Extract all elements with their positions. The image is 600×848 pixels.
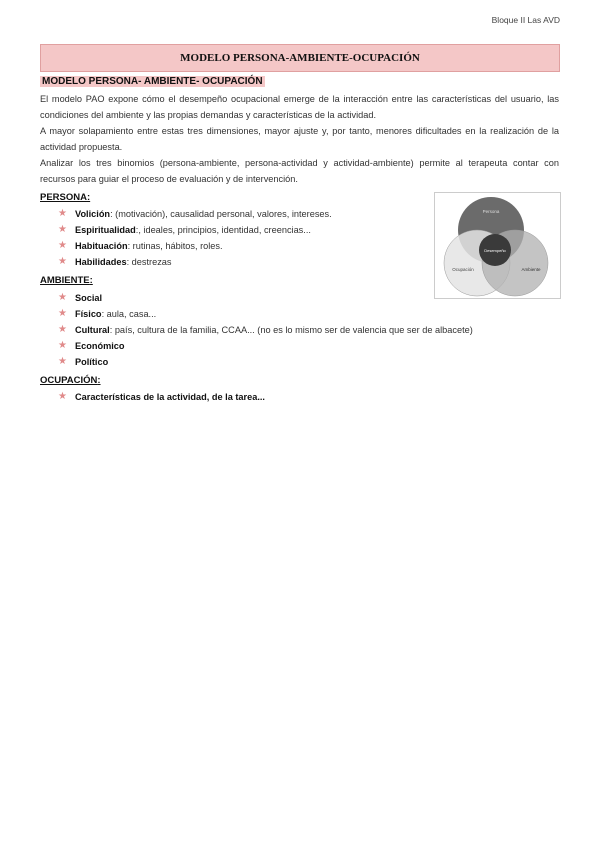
list-item: ★ Económico — [58, 338, 473, 354]
star-icon: ★ — [58, 208, 67, 219]
ocupacion-list — [58, 389, 265, 405]
list-item: ★ Cultural : país, cultura de la familia, CCAA... (no es lo mismo ser de valencia que ser de albacete) — [58, 322, 473, 338]
paragraph-2: A mayor solapamiento entre estas tres dimensiones, mayor ajuste y, por tanto, menores dificultades en la realización de la actividad propuesta. — [40, 126, 559, 152]
venn-label-ocupacion: Ocupación — [452, 267, 474, 272]
list-item: ★ Volición : (motivación), causalidad personal, valores, intereses. — [58, 206, 332, 222]
list-item: ★ Habilidades : destrezas — [58, 254, 332, 270]
page-header: Bloque II Las AVD — [491, 15, 560, 25]
venn-label-center: Desempeño — [484, 248, 506, 253]
ocupacion-label: OCUPACIÓN: — [40, 375, 101, 386]
star-icon: ★ — [58, 240, 67, 251]
star-icon: ★ — [58, 224, 67, 235]
star-icon: ★ — [58, 256, 67, 267]
venn-label-ambiente: Ambiente — [521, 267, 541, 272]
list-item: ★ Características de la actividad, de la tarea... — [58, 389, 265, 405]
paragraph-1: El modelo PAO expone cómo el desempeño ocupacional emerge de la interacción entre las características del usuario, las condiciones del ambiente y las propias demandas y características de la actividad. — [40, 94, 559, 120]
list-item: ★ Social — [58, 290, 473, 306]
persona-label: PERSONA: — [40, 192, 91, 203]
list-item: ★ Político — [58, 354, 473, 370]
list-item: ★ Espiritualidad :, ideales, principios, identidad, creencias... — [58, 222, 332, 238]
star-icon: ★ — [58, 324, 67, 335]
persona-list — [58, 206, 332, 270]
list-item: ★ Habituación : rutinas, hábitos, roles. — [58, 238, 332, 254]
venn-diagram — [434, 192, 561, 299]
star-icon: ★ — [58, 391, 67, 402]
ambiente-label: AMBIENTE: — [40, 275, 93, 286]
paragraph-3: Analizar los tres binomios (persona-ambiente, persona-actividad y actividad-ambiente) permite al terapeuta contar con recursos para guiar el proceso de evaluación y de intervención. — [40, 158, 559, 184]
star-icon: ★ — [58, 292, 67, 303]
venn-label-persona: Persona — [482, 209, 500, 214]
document-title-box — [40, 44, 560, 72]
document-title: MODELO PERSONA-AMBIENTE-OCUPACIÓN — [180, 52, 420, 64]
list-item: ★ Físico : aula, casa... — [58, 306, 473, 322]
ambiente-list — [58, 290, 473, 370]
star-icon: ★ — [58, 356, 67, 367]
section-heading: MODELO PERSONA- AMBIENTE- OCUPACIÓN — [42, 76, 263, 87]
star-icon: ★ — [58, 308, 67, 319]
star-icon: ★ — [58, 340, 67, 351]
